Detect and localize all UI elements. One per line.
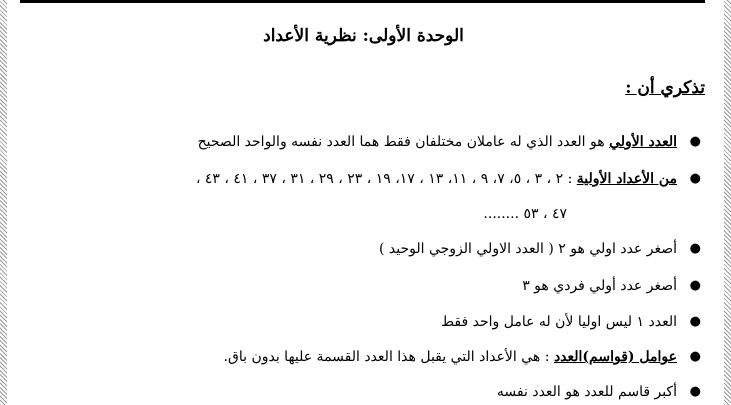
bullet-icon: ● — [689, 349, 701, 364]
item-text: أصغر عدد أولي فردي هو ٣ — [522, 278, 677, 294]
item-continuation: ٤٧ ، ٥٣ ........ — [483, 206, 567, 222]
bullet-icon: ● — [689, 278, 701, 293]
item-key: عوامل (قواسم)العدد — [553, 349, 677, 365]
unit-title: الوحدة الأولى: نظرية الأعداد — [263, 26, 464, 46]
bullet-icon: ● — [689, 384, 701, 399]
item-text: العدد ١ ليس اوليا لأن له عامل واحد فقط — [441, 314, 677, 330]
top-rule — [20, 0, 705, 3]
item-key: من الأعداد الأولية — [576, 171, 677, 187]
remember-heading: تذكري أن : — [625, 78, 705, 98]
bullet-icon: ● — [689, 314, 701, 329]
item-text: أصغر عدد اولي هو ٢ ( العدد الاولي الزوجي الوحيد ) — [379, 241, 677, 257]
bullet-icon: ● — [689, 171, 701, 186]
item-text: : ٢ ، ٣ ، ٥، ٧، ٩ ، ١١، ١٣ ، ١٧، ١٩ ، ٢٣ ، ٢٩ ، ٣١ ، ٣٧ ، ٤١ ، ٤٣ ، — [195, 171, 577, 187]
bullet-icon: ● — [689, 241, 701, 256]
item-text: : هي الأعداد التي يقبل هذا العدد القسمة عليها بدون باق. — [223, 349, 554, 365]
page-border-left — [0, 0, 7, 405]
item-text: هو العدد الذي له عاملان مختلفان فقط هما العدد نفسه والواحد الصحيح — [197, 134, 610, 150]
bullet-icon: ● — [689, 134, 701, 149]
page-border-right — [724, 0, 731, 405]
item-key: العدد الأولي — [609, 134, 677, 150]
item-text: أكبر قاسم للعدد هو العدد نفسه — [496, 384, 677, 400]
